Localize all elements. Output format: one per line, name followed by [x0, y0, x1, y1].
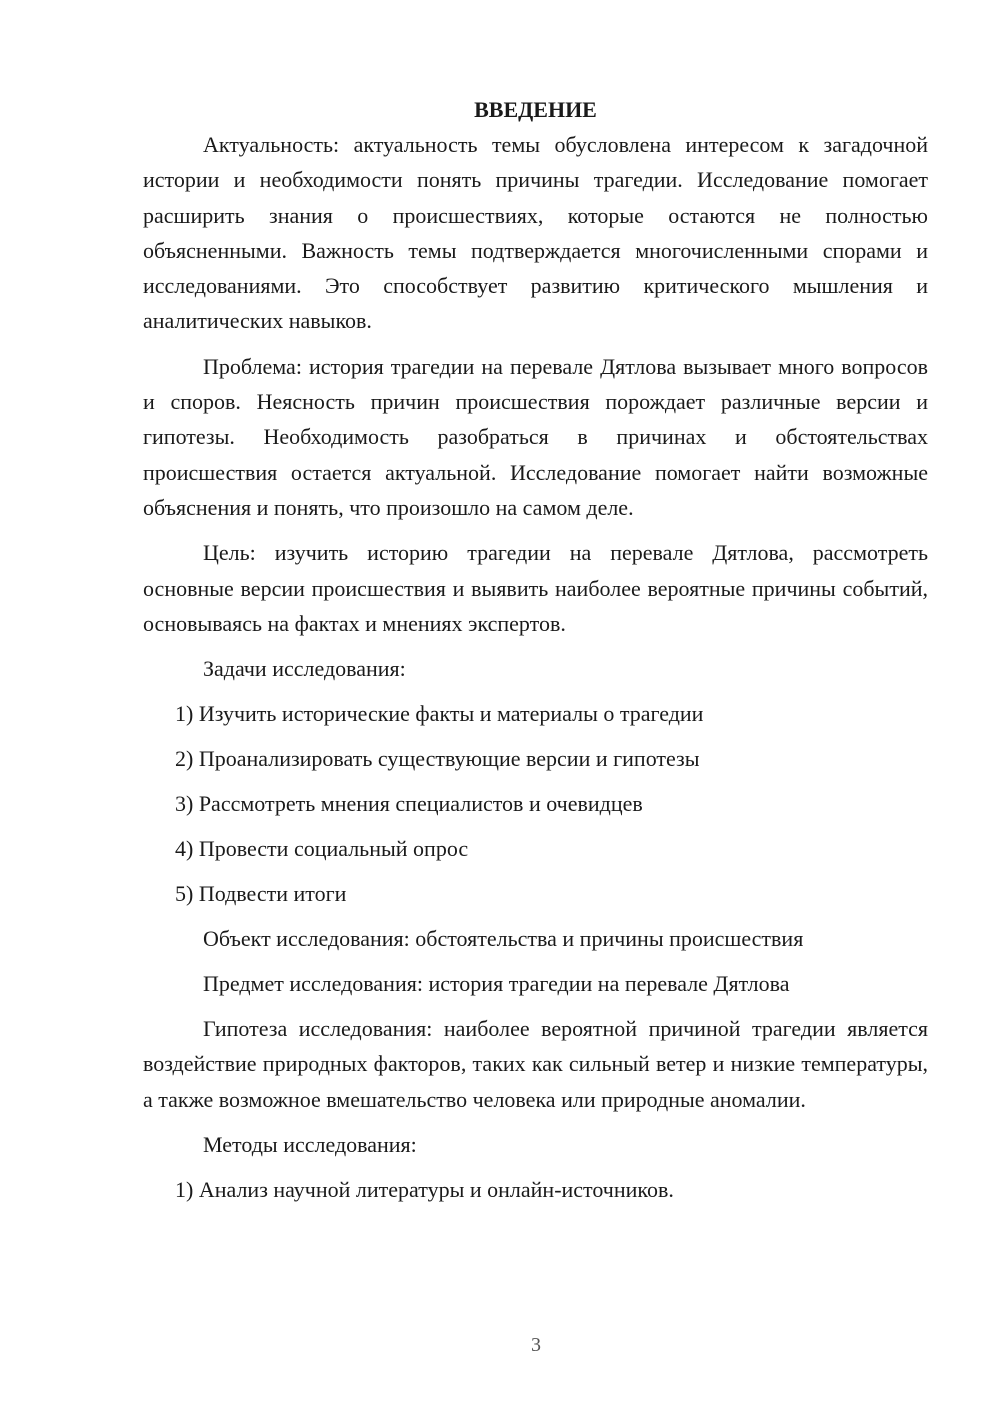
page-number: 3 — [531, 1334, 541, 1356]
hypothesis-paragraph: Гипотеза исследования: наиболее вероятной причиной трагедии является воздействие природных факторов, таких как сильный ветер и низкие температуры, а также возможное вмешательство человека или природные аномалии. — [143, 1016, 928, 1112]
relevance-paragraph: Актуальность: актуальность темы обусловлена интересом к загадочной истории и необходимости понять причины трагедии. Исследование помогает расширить знания о происшествиях, которые остаются не полностью объясненными. Важность темы подтверждается многочисленными спорами и исследованиями. Это способствует развитию критического мышления и аналитических навыков. — [143, 132, 928, 334]
problem-paragraph: Проблема: история трагедии на перевале Дятлова вызывает много вопросов и споров. Неясность причин происшествия порождает различные версии и гипотезы. Необходимость разобраться в причинах и обстоятельствах происшествия остается актуальной. Исследование помогает найти возможные объяснения и понять, что произошло на самом деле. — [143, 353, 928, 520]
subject-line: Предмет исследования: история трагедии на перевале Дятлова — [203, 971, 790, 997]
object-line: Объект исследования: обстоятельства и причины происшествия — [203, 926, 804, 952]
methods-heading: Методы исследования: — [203, 1132, 417, 1158]
list-item: 3) Рассмотреть мнения специалистов и очевидцев — [175, 791, 643, 817]
tasks-heading: Задачи исследования: — [203, 656, 406, 682]
list-item: 1) Изучить исторические факты и материалы о трагедии — [175, 701, 704, 727]
page-title: ВВЕДЕНИЕ — [474, 97, 597, 122]
list-item: 4) Провести социальный опрос — [175, 836, 469, 862]
list-item: 2) Проанализировать существующие версии и гипотезы — [175, 746, 700, 772]
document-page — [143, 92, 928, 1217]
list-item: 5) Подвести итоги — [175, 881, 347, 907]
goal-paragraph: Цель: изучить историю трагедии на перевале Дятлова, рассмотреть основные версии происшествия и выявить наиболее вероятные причины событий, основываясь на фактах и мнениях экспертов. — [143, 540, 928, 636]
list-item: 1) Анализ научной литературы и онлайн-источников. — [175, 1177, 674, 1203]
methods-list — [143, 1172, 928, 1207]
tasks-list — [143, 696, 928, 911]
